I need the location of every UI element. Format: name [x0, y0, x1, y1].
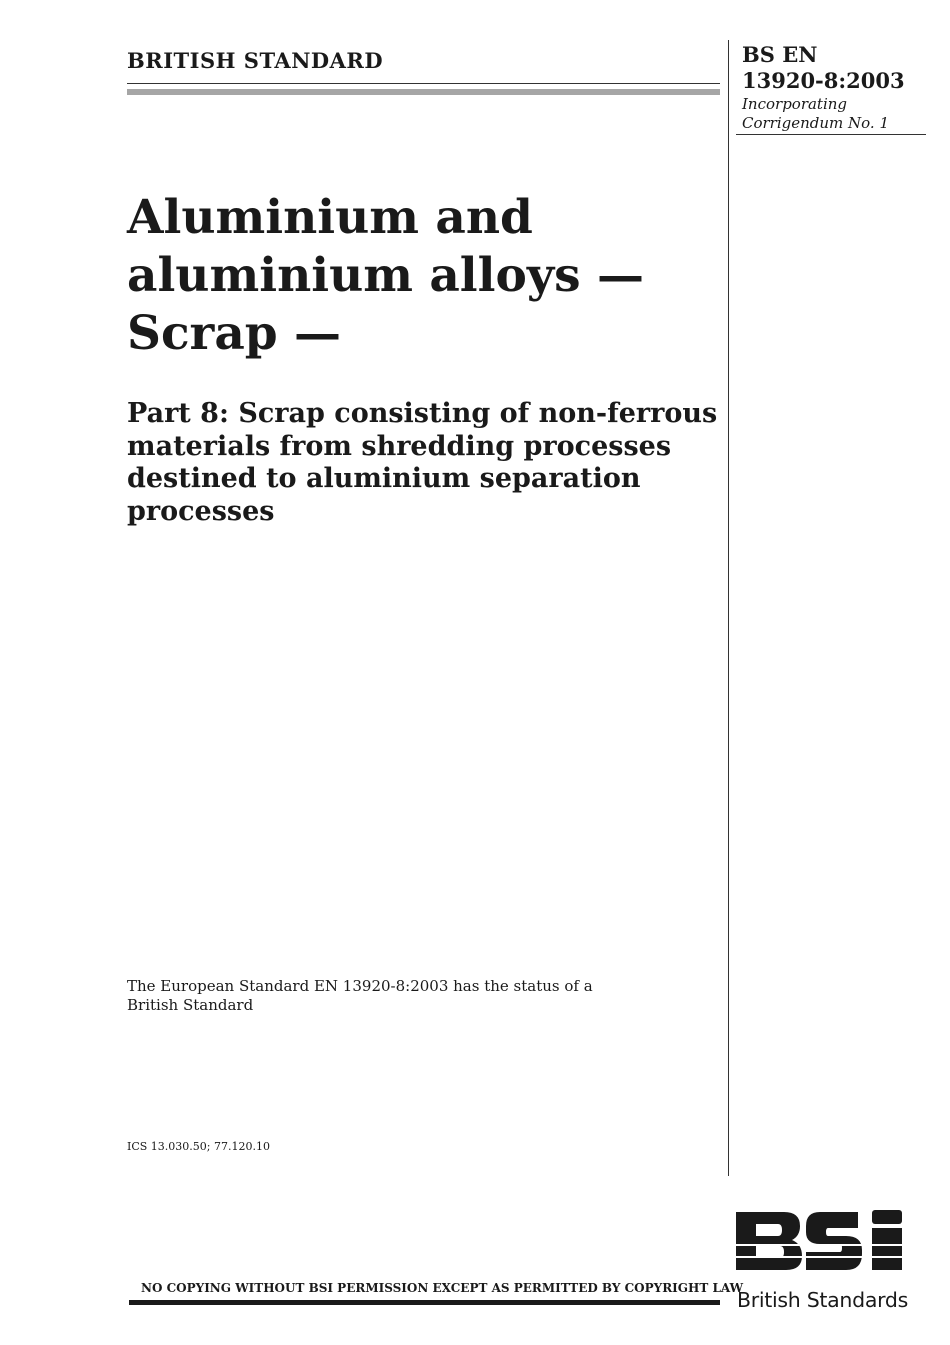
header-thin-rule: [127, 83, 720, 84]
header-thick-rule: [127, 89, 720, 95]
bsi-logo: [736, 1208, 908, 1288]
status-line: British Standard: [127, 995, 254, 1014]
status-line: The European Standard EN 13920-8:2003 has the status of a: [127, 977, 593, 995]
vertical-divider: [728, 40, 729, 1176]
document-type-label: BRITISH STANDARD: [127, 48, 384, 73]
part-title-line: Part 8: Scrap consisting of non-ferrous: [127, 398, 718, 429]
ics-codes: ICS 13.030.50; 77.120.10: [127, 1140, 270, 1153]
corrigendum-note: [742, 95, 932, 133]
part-title-line: materials from shredding processes: [127, 430, 672, 462]
copyright-notice: NO COPYING WITHOUT BSI PERMISSION EXCEPT AS PERMITTED BY COPYRIGHT LAW: [141, 1281, 744, 1295]
title-line: aluminium alloys —: [127, 248, 644, 303]
document-part-title: [127, 398, 727, 528]
title-line: Scrap —: [127, 306, 342, 361]
standard-number-prefix: BS EN: [742, 42, 818, 67]
bsi-logo-caption: British Standards: [737, 1288, 908, 1312]
corrigendum-line2: Corrigendum No. 1: [742, 114, 890, 132]
corrigendum-rule: [736, 134, 926, 135]
standard-number-code: 13920-8:2003: [742, 68, 905, 93]
footer-rule: [129, 1300, 720, 1305]
standard-number: [742, 42, 932, 94]
document-title: [127, 189, 717, 363]
title-line: Aluminium and: [127, 190, 533, 245]
status-statement: [127, 977, 647, 1014]
part-title-line: processes: [127, 495, 275, 527]
part-title-line: destined to aluminium separation: [127, 463, 641, 494]
bsi-logo-mark: [736, 1208, 908, 1288]
corrigendum-line1: Incorporating: [742, 95, 848, 113]
